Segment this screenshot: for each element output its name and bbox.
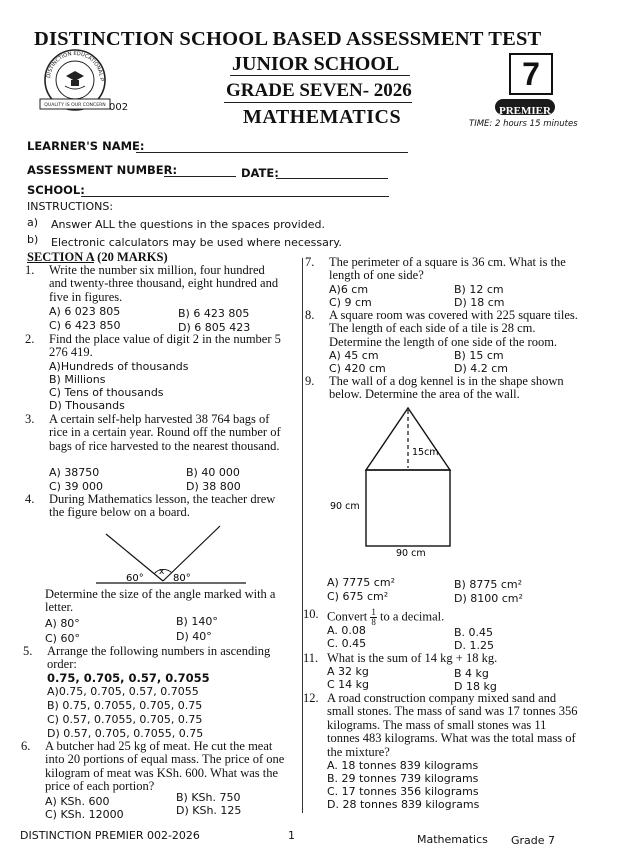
q5-option-b[interactable]: B) 0.75, 0.7055, 0.705, 0.75 [47, 699, 203, 712]
fraction [370, 608, 377, 627]
subject-title: MATHEMATICS [243, 106, 402, 128]
fraction-denominator: 8 [371, 617, 376, 627]
assessment-number-field[interactable] [164, 176, 236, 177]
question-text: What is the sum of 14 kg + 18 kg. [327, 651, 498, 665]
question-number: 10. [303, 607, 319, 621]
school-level-underline [230, 75, 410, 76]
school-field[interactable] [81, 196, 389, 197]
q3-option-d[interactable]: D) 38 800 [186, 480, 241, 493]
kennel-base-label: 90 cm [396, 548, 426, 559]
grade-number-box [509, 53, 553, 95]
question-text: A square room was covered with 225 square tiles. The length of each side of a tile is 28 cm. Determine the length of one side of the room. [329, 308, 578, 349]
q1-option-a[interactable]: A) 6 023 805 [49, 305, 121, 318]
question-text: A butcher had 25 kg of meat. He cut the meat into 20 portions of equal mass. The price of one kilogram of meat was KSh. 600. What was the price of each portion? [45, 739, 285, 794]
question-number: 4. [25, 492, 35, 506]
angle-right-label: 80° [173, 573, 191, 584]
question-2 [25, 332, 289, 360]
question-4-prompt: Determine the size of the angle marked with a letter. [45, 587, 276, 615]
q2-option-c[interactable]: C) Tens of thousands [49, 386, 164, 399]
grade-number: 7 [522, 56, 540, 92]
assessment-number-label: ASSESSMENT NUMBER: [27, 163, 178, 177]
premier-label: PREMIER [499, 105, 551, 117]
kennel-figure [328, 404, 468, 562]
q8-option-c[interactable]: C) 420 cm [329, 362, 386, 375]
q7-option-a[interactable]: A)6 cm [329, 283, 369, 296]
question-number: 8. [305, 308, 315, 322]
q3-option-b[interactable]: B) 40 000 [186, 466, 240, 479]
q2-option-b[interactable]: B) Millions [49, 373, 106, 386]
question-12 [303, 691, 581, 759]
q1-option-b[interactable]: B) 6 423 805 [178, 307, 250, 320]
question-number: 1. [25, 263, 35, 277]
q12-option-a[interactable]: A. 18 tonnes 839 kilograms [327, 759, 479, 772]
question-text-post: to a decimal. [380, 609, 445, 624]
q10-option-c[interactable]: C. 0.45 [327, 637, 367, 650]
grade-title: GRADE SEVEN- 2026 [226, 80, 412, 101]
question-4 [25, 492, 293, 520]
q1-option-c[interactable]: C) 6 423 850 [49, 319, 121, 332]
page-number: 1 [288, 829, 295, 842]
question-number: 7. [305, 255, 315, 269]
angle-x-label: x [159, 567, 165, 577]
question-number: 2. [25, 332, 35, 346]
footer-subject: Mathematics [417, 833, 488, 846]
q9-option-a[interactable]: A) 7775 cm² [327, 576, 395, 589]
instruction-b: Electronic calculators may be used where necessary. [51, 236, 342, 249]
question-text: Find the place value of digit 2 in the number 5 276 419. [49, 332, 281, 360]
question-text: Write the number six million, four hundred and twenty-three thousand, eight hundred and five in figures. [49, 263, 279, 304]
logo-arc-text: DISTINCTION EDUCATIONAL P [46, 50, 105, 82]
q3-option-a[interactable]: A) 38750 [49, 466, 100, 479]
question-6 [21, 739, 291, 794]
question-number: 5. [23, 644, 33, 658]
fraction-numerator: 1 [371, 607, 376, 617]
footer-code: DISTINCTION PREMIER 002-2026 [20, 829, 200, 842]
q10-option-d[interactable]: D. 1.25 [454, 639, 494, 652]
time-allowed: TIME: 2 hours 15 minutes [469, 119, 578, 129]
instruction-a-mark: a) [27, 216, 39, 229]
angle-figure [96, 522, 256, 586]
question-text: The wall of a dog kennel is in the shape shown below. Determine the area of the wall. [329, 374, 564, 402]
q5-option-c[interactable]: C) 0.57, 0.7055, 0.705, 0.75 [47, 713, 203, 726]
question-text: A certain self-help harvested 38 764 bags of rice in a certain year. Round off the number of bags of rice harvested to the nearest thousand. [49, 412, 281, 453]
date-field[interactable] [276, 178, 388, 179]
question-number: 9. [305, 374, 315, 388]
question-3 [25, 412, 289, 453]
kennel-height-label: 15cm [412, 447, 439, 458]
q7-option-d[interactable]: D) 18 cm [454, 296, 505, 309]
q9-option-d[interactable]: D) 8100 cm² [454, 592, 523, 605]
learner-name-label: LEARNER'S NAME: [27, 139, 145, 153]
exam-code: 002 [109, 102, 129, 113]
instruction-b-mark: b) [27, 233, 39, 246]
question-1 [25, 263, 285, 304]
q8-option-a[interactable]: A) 45 cm [329, 349, 379, 362]
q10-option-b[interactable]: B. 0.45 [454, 626, 494, 639]
q12-option-d[interactable]: D. 28 tonnes 839 kilograms [327, 798, 480, 811]
q11-option-c[interactable]: C 14 kg [327, 678, 370, 691]
exam-title: DISTINCTION SCHOOL BASED ASSESSMENT TEST [34, 28, 542, 50]
kennel-side-label: 90 cm [330, 501, 360, 512]
angle-left-label: 60° [126, 573, 144, 584]
instructions-heading: INSTRUCTIONS: [27, 200, 114, 213]
q11-option-d[interactable]: D 18 kg [454, 680, 497, 693]
q4-option-a[interactable]: A) 80° [45, 617, 80, 630]
q5-option-d[interactable]: D) 0.57, 0.705, 0.7055, 0.75 [47, 727, 204, 740]
q2-option-a[interactable]: A)Hundreds of thousands [49, 360, 189, 373]
school-level: JUNIOR SCHOOL [232, 53, 400, 75]
q10-option-a[interactable]: A. 0.08 [327, 624, 366, 637]
question-text-pre: Convert [327, 609, 368, 624]
instruction-a: Answer ALL the questions in the spaces provided. [51, 218, 325, 231]
q8-option-d[interactable]: D) 4.2 cm [454, 362, 509, 375]
question-number: 3. [25, 412, 35, 426]
q9-option-b[interactable]: B) 8775 cm² [454, 578, 522, 591]
question-5 [23, 644, 291, 672]
q6-option-c[interactable]: C) KSh. 12000 [45, 808, 124, 821]
q2-option-d[interactable]: D) Thousands [49, 399, 125, 412]
logo-banner: QUALITY IS OUR CONCERN [44, 103, 106, 108]
question-text: A road construction company mixed sand and small stones. The mass of sand was 17 tonnes 356 kilograms. The mass of small stones was 11 tonnes 483 kilograms. What was the total mass of the mixture? [327, 691, 578, 759]
question-text: Arrange the following numbers in ascending order: [47, 644, 271, 672]
q5-option-a[interactable]: A)0.75, 0.705, 0.57, 0.7055 [47, 685, 199, 698]
q3-option-c[interactable]: C) 39 000 [49, 480, 103, 493]
q4-option-d[interactable]: D) 40° [176, 630, 212, 643]
question-text: The perimeter of a square is 36 cm. What is the length of one side? [329, 255, 566, 283]
date-label: DATE: [241, 166, 279, 180]
q4-option-b[interactable]: B) 140° [176, 615, 218, 628]
section-title: SECTION A [27, 250, 95, 264]
question-number: 11. [303, 651, 319, 665]
q11-option-b[interactable]: B 4 kg [454, 667, 489, 680]
question-8 [305, 308, 585, 349]
school-label: SCHOOL: [27, 183, 85, 197]
question-number: 6. [21, 739, 31, 753]
column-divider [302, 258, 303, 813]
footer-grade: Grade 7 [511, 834, 556, 847]
premier-badge [495, 99, 555, 115]
q7-option-c[interactable]: C) 9 cm [329, 296, 372, 309]
question-7 [305, 255, 579, 283]
section-marks: (20 MARKS) [97, 250, 168, 264]
q11-option-a[interactable]: A 32 kg [327, 665, 369, 678]
grade-underline [224, 102, 412, 103]
q7-option-b[interactable]: B) 12 cm [454, 283, 504, 296]
q5-number-list: 0.75, 0.705, 0.57, 0.7055 [47, 671, 210, 685]
q12-option-c[interactable]: C. 17 tonnes 356 kilograms [327, 785, 479, 798]
learner-name-field[interactable] [136, 152, 408, 153]
q12-option-b[interactable]: B. 29 tonnes 739 kilograms [327, 772, 479, 785]
question-11 [303, 651, 577, 665]
q8-option-b[interactable]: B) 15 cm [454, 349, 504, 362]
q6-option-a[interactable]: A) KSh. 600 [45, 795, 110, 808]
q4-option-c[interactable]: C) 60° [45, 632, 80, 645]
publisher-logo [30, 46, 120, 120]
q6-option-b[interactable]: B) KSh. 750 [176, 791, 241, 804]
q9-option-c[interactable]: C) 675 cm² [327, 590, 389, 603]
question-text: During Mathematics lesson, the teacher drew the figure below on a board. [49, 492, 276, 520]
q1-option-d[interactable]: D) 6 805 423 [178, 321, 251, 334]
question-9 [305, 374, 585, 402]
question-number: 12. [303, 691, 319, 705]
q6-option-d[interactable]: D) KSh. 125 [176, 804, 242, 817]
